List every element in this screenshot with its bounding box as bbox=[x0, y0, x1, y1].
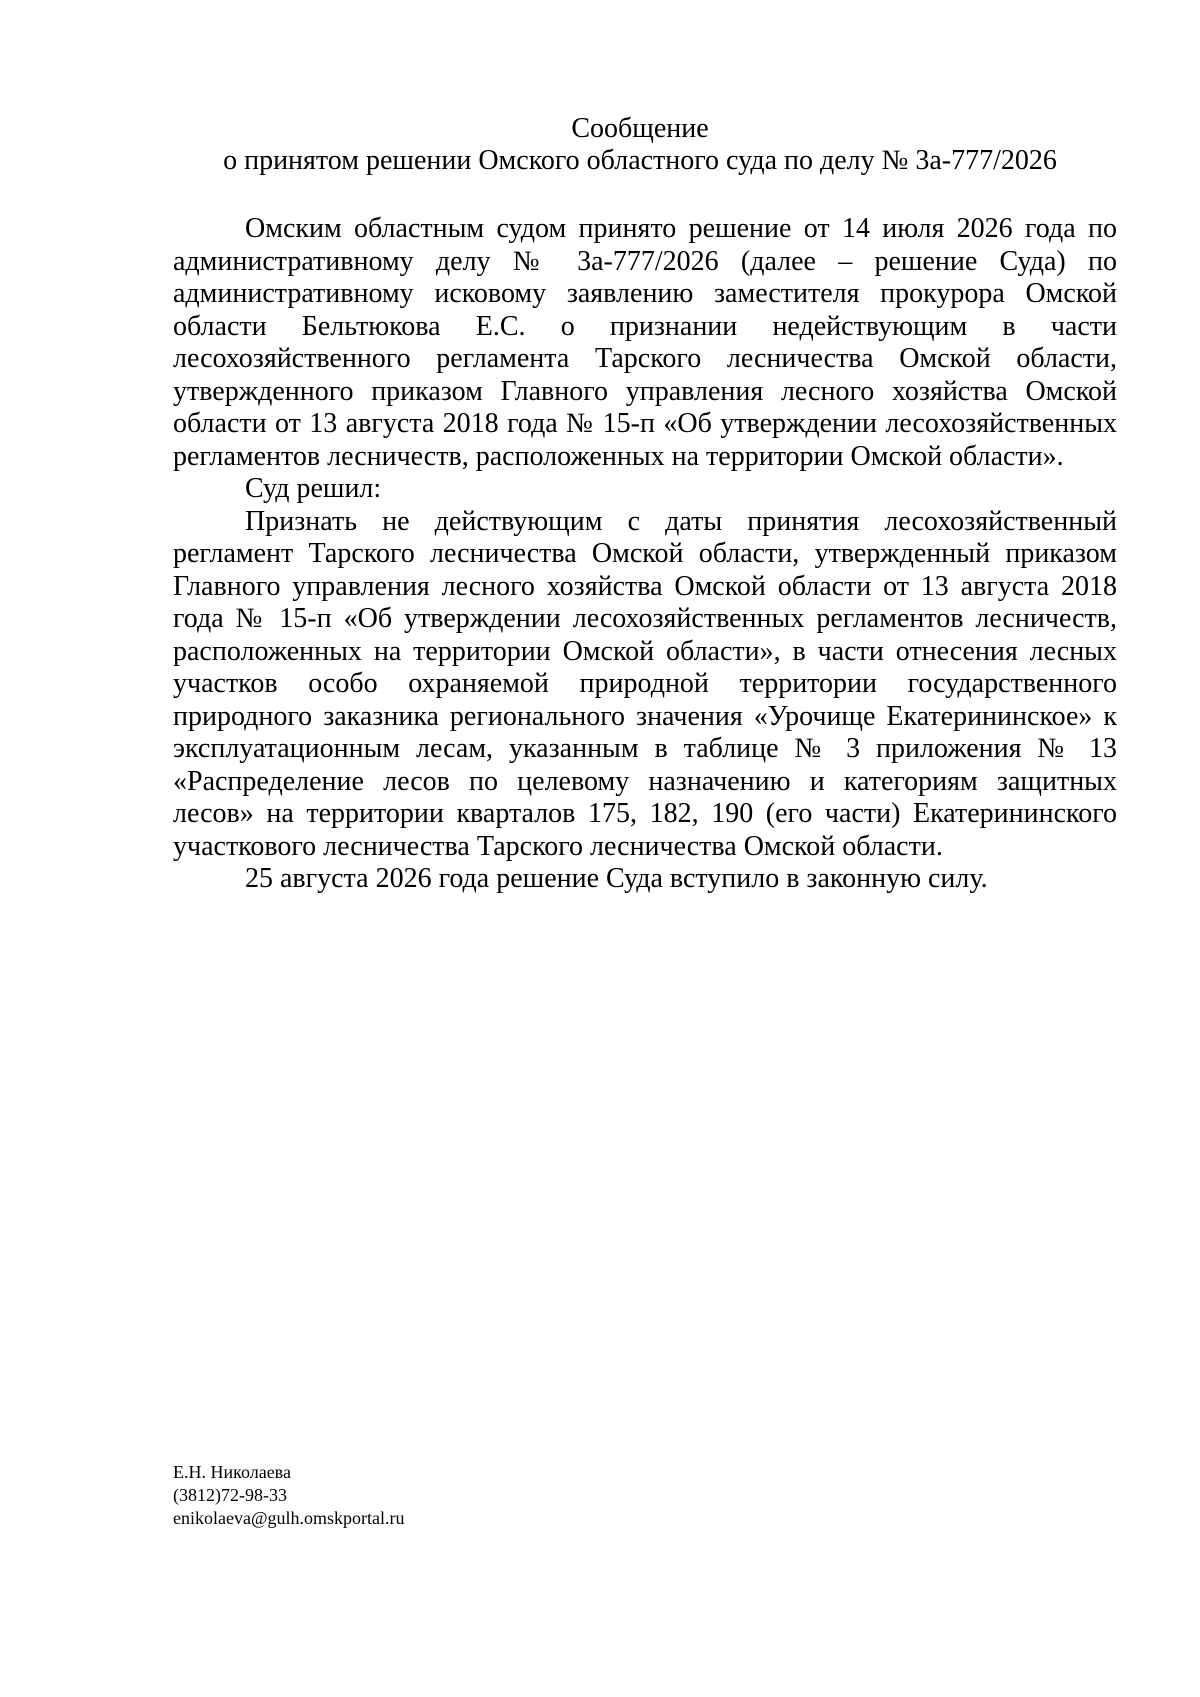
paragraph-resolution: Признать не действующим с даты принятия лесохозяйственный регламент Тарского лесничества Омской области, утвержденный приказом Главного управления лесного хозяйства Омской области от 13 августа 2018 года № 15-п «Об утверждении лесохозяйственных регламентов лесничеств, расположенных на территории Омской области», в части отнесения лесных участков особо охраняемой природной территории государственного природного заказника регионального значения «Урочище Екатерининское» к эксплуатационным лесам, указанным в таблице № 3 приложения № 13 «Распределение лесов по целевому назначению и категориям защитных лесов» на территории кварталов 175, 182, 190 (его части) Екатерининского участкового лесничества Тарского лесничества Омской области. bbox=[173, 505, 1117, 862]
contact-phone: (3812)72-98-33 bbox=[173, 1485, 287, 1505]
paragraph-decided: Суд решил: bbox=[245, 473, 382, 504]
contact-name: Е.Н. Николаева bbox=[173, 1462, 291, 1482]
contact-email: enikolaeva@gulh.omskportal.ru bbox=[173, 1508, 405, 1528]
document-subtitle: о принятом решении Омского областного суда по делу № 3а-777/2026 bbox=[223, 145, 1057, 176]
paragraph-intro: Омским областным судом принято решение от 14 июля 2026 года по административному делу № 3а-777/2026 (далее – решение Суда) по административному исковому заявлению заместителя прокурора Омской области Бельтюкова Е.С. о признании недействующим в части лесохозяйственного регламента Тарского лесничества Омской области, утвержденного приказом Главного управления лесного хозяйства Омской области от 13 августа 2018 года № 15-п «Об утверждении лесохозяйственных регламентов лесничеств, расположенных на территории Омской области». bbox=[173, 213, 1117, 472]
document-body bbox=[173, 213, 1117, 896]
paragraph-effective: 25 августа 2026 года решение Суда вступило в законную силу. bbox=[245, 863, 988, 894]
contact-block bbox=[173, 1461, 405, 1530]
document-header bbox=[0, 113, 1200, 177]
document-title: Сообщение bbox=[571, 113, 709, 144]
